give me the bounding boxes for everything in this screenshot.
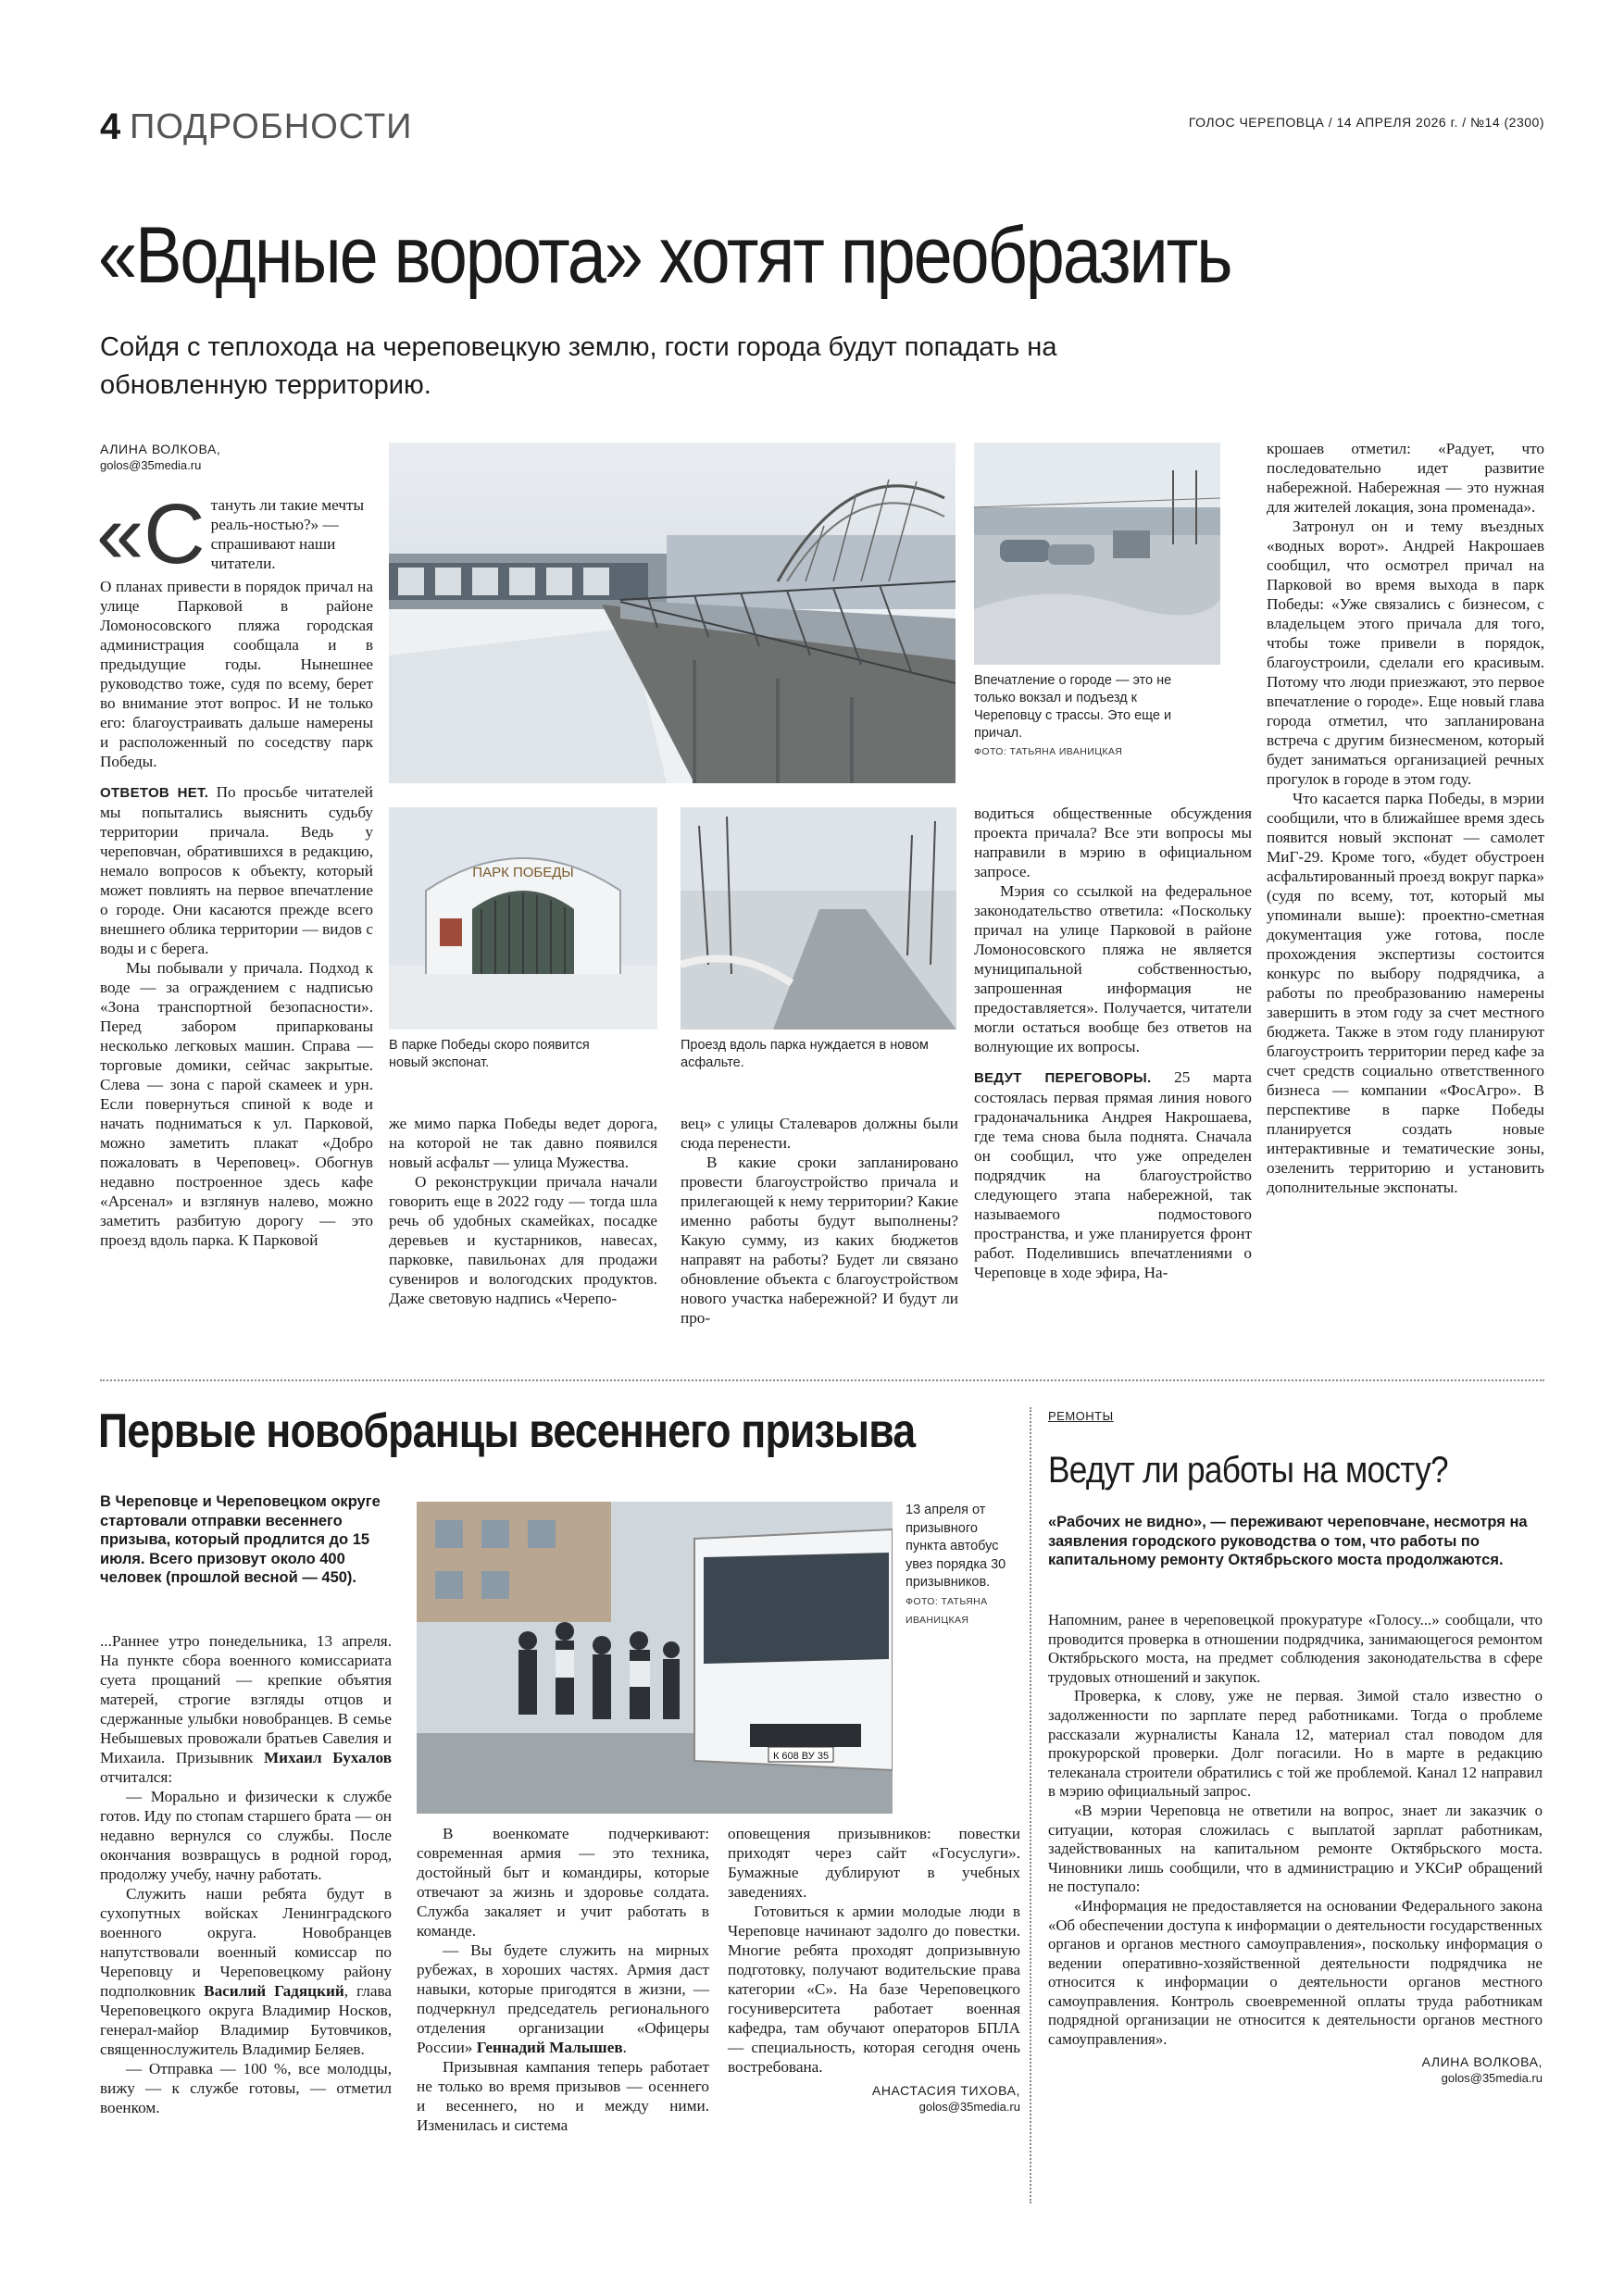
paragraph <box>100 1884 392 2059</box>
paragraph: — Морально и физически к службе готов. Иду по стопам старшего брата — он недавно вернулся со службы. После окончания возвращусь в родной город, продолжу учебу, начну работать. <box>100 1788 392 1883</box>
paragraph: В какие сроки запланировано провести благоустройство причала и прилегающей к нему территории? Какие именно работы будут выполнены? Какую сумму, из каких бюджетов направят на работы? Будет ли связано обновление объекта с благоустройством нового участка набережной? И будут ли про- <box>681 1154 958 1327</box>
paragraph-text: отчитался: <box>100 1768 173 1786</box>
paragraph: Что касается парка Победы, в мэрии сообщили, что в ближайшее время здесь появится новый экспонат — самолет МиГ-29. Кроме того, «будет обустроен асфальтированный проезд вокруг парка» (судя по всему, тот, который мы упоминали выше): проектно-сметная документация уже готова, после прохождения экспертизы состоится конкурс по выбору подрядчика, а работы по преобразованию намерены завершить в этом году за счет местного бюджета. Также в этом году планируют благоустроить территории перед кафе за счет средств социально ответственного бизнеса — компании «ФосАгро». В перспективе в парке Победы планируется создать новые интерактивные и тематические зоны, озеленить территорию и установить дополнительные экспонаты. <box>1267 790 1544 1196</box>
paragraph: Затронул он и тему въездных «водных ворот». Андрей Накрошаев сообщил, что осмотрел причал на Парковой во время выхода в парк Победы: «Уже связались с бизнесом, с владельцем этого причала для того, чтобы тоже привели в порядок, благоустроили, сделали его красивым. Потому что люди приезжают, это первое впечатление о городе». Еще новый глава города отметил, что запланирована встреча с другим бизнесменом, который будет заниматься организацией речных прогулок в городе в этом году. <box>1267 518 1544 788</box>
photo-credit: ФОТО: ТАТЬЯНА ИВАНИЦКАЯ <box>906 1595 988 1626</box>
article2-column-3 <box>728 1824 1020 2115</box>
article-lead-bridge: «Рабочих не видно», — переживают череповчане, несмотря на заявления городского руководства о том, что работы по капитальному ремонту Октябрьского моста продолжаются. <box>1048 1514 1528 1568</box>
paragraph: Напомним, ранее в череповецкой прокуратуре «Голосу...» сообщали, что проводится проверка в отношении подрядчика, занимающегося ремонтом Октябрьского моста, на предмет соблюдения законодательства в сфере трудовых отношений и закупок. <box>1048 1611 1543 1686</box>
author-block <box>1048 2053 1543 2087</box>
paragraph <box>974 1067 1252 1282</box>
article-column-1 <box>96 487 373 1250</box>
article-title: «Водные ворота» хотят преобразить <box>98 211 1231 300</box>
paragraph-text: 25 марта состоялась первая прямая линия нового градоначальника Андрея Накрошаева, где тема снова была поднята. Сначала он сообщил, что уже определен подрядчик на благоустройство следующего этапа набережной, так называемого подмостового пространства, и уже планируется фронт работ. Поделившись впечатлениями о Череповце в ходе эфира, На- <box>974 1068 1252 1281</box>
author-name: АЛИНА ВОЛКОВА, <box>100 442 221 456</box>
article3-body <box>1048 1611 1543 2087</box>
paragraph: «Информация не предоставляется на основании Федерального закона «Об обеспечении доступа к информации о деятельности государственных органов и органов местного самоуправления», поскольку информация о ведении оперативно-хозяйственной деятельности подрядчика не относится к информации о деятельности органов местного самоуправления. Контроль своевременной оплаты труда работникам подрядной организации не относится к деятельности органов местного самоуправления». <box>1048 1896 1543 2049</box>
paragraph: Проверка, к слову, уже не первая. Зимой стало известно о задолженности по зарплате перед работниками. Тогда о проблеме рассказали журналисты Канала 12, материал стал поводом для прокурорской проверки. Долг погасили. Но в марте в редакцию телеканала строители обратились с той же проблемой. Канал 12 направил в мэрию официальный запрос. <box>1048 1687 1543 1801</box>
photo-pier <box>389 443 956 783</box>
article2-column-2 <box>417 1824 709 2135</box>
photo-pier-parking <box>974 443 1220 665</box>
paragraph: «В мэрии Череповца не ответили на вопрос, знает ли заказчик о ситуации, которая сложилась с выплатой зарплат работникам, задействованных на капитальном ремонте Октябрьского моста. Чиновники лишь сообщили, что в администрацию и УКСиР обращений не поступало: <box>1048 1801 1543 1896</box>
article-column-5 <box>1267 439 1544 1197</box>
author-email: golos@35media.ru <box>1441 2070 1543 2085</box>
paragraph: Готовиться к армии молодые люди в Череповце начинают задолго до повестки. Многие ребята проходят допризывную подготовку, получают водительские права категории «С». На базе Череповецкого госуниверситета работает военная кафедра, там обучают операторов БПЛА — специальность, которая сегодня очень востребована. <box>728 1903 1020 2076</box>
edition-info: ГОЛОС ЧЕРЕПОВЦА / 14 АПРЕЛЯ 2026 г. / №14 (2300) <box>1188 115 1544 130</box>
paragraph-text: Служить наши ребята будут в сухопутных войсках Ленинградского военного округа. Новобранцев напутствовали военный комиссар по Череповцу и Череповецкому району подполковник <box>100 1885 392 2000</box>
park-sign-text: ПАРК ПОБЕДЫ <box>472 865 574 880</box>
article-column-4 <box>974 804 1252 1282</box>
paragraph <box>100 1631 392 1787</box>
paragraph: Мэрия со ссылкой на федеральное законодательство ответила: «Поскольку причал на улице Парковой в районе Ломоносовского пляжа не является муниципальной собственностью, запрошенная информация не предоставляется». Получается, читатели могли остаться вообще без ответов на волнующие их вопросы. <box>974 882 1252 1055</box>
paragraph: Призывная кампания теперь работает не только во время призывов — осеннего и весеннего, но и между ними. Изменилась и система <box>417 2058 709 2134</box>
paragraph: же мимо парка Победы ведет дорога, на которой не так давно появился новый асфальт — улица Мужества. <box>389 1115 657 1171</box>
drop-cap: «С <box>96 487 206 581</box>
caption-park: В парке Победы скоро появится новый экспонат. <box>389 1038 590 1070</box>
photo-credit: ФОТО: ТАТЬЯНА ИВАНИЦКАЯ <box>974 746 1123 757</box>
subheading: ОТВЕТОВ НЕТ. <box>100 785 209 801</box>
photo-park-gate <box>389 807 657 1029</box>
caption-pier <box>974 672 1196 761</box>
intro-quote: тануть ли такие мечты реаль-ностью?» — спрашивают наши читатели. <box>210 496 365 572</box>
photo-road <box>681 807 956 1029</box>
caption-road: Проезд вдоль парка нуждается в новом асфальте. <box>681 1038 929 1070</box>
paragraph <box>100 782 373 958</box>
paragraph: О реконструкции причала начали говорить еще в 2022 году — тогда шла речь об удобных скамейках, посадке деревьев и кустарников, навесах, парковке, павильонах для продажи сувениров и вологодских продуктов. Даже световую надпись «Черепо- <box>389 1173 657 1307</box>
article-subtitle: Сойдя с теплохода на череповецкую землю, гости города будут попадать на обновленную территорию. <box>100 332 1057 400</box>
article2-column-1 <box>100 1631 392 2117</box>
section-divider <box>100 1379 1544 1381</box>
author-email: golos@35media.ru <box>100 458 202 472</box>
paragraph-text: По просьбе читателей мы попытались выяснить судьбу территории причала. Ведь у череповчан, обратившихся в редакцию, немало вопросов к объекту, который может повлиять на первое впечатление о городе. Они касаются прежде всего внешнего облика территории — видов с воды и с берега. <box>100 783 373 957</box>
author-email: golos@35media.ru <box>918 2100 1020 2114</box>
column-divider <box>1030 1407 1031 2203</box>
section-name: ПОДРОБНОСТИ <box>130 107 413 146</box>
paragraph: — Отправка — 100 %, все молодцы, вижу — к службе готовы, — отметил военком. <box>100 2060 392 2116</box>
paragraph <box>417 1940 709 2057</box>
paragraph-text: , глава Череповецкого округа Владимир Носков, генерал-майор Владимир Бутовчиков, священнослужитель Владимир Беляев. <box>100 1982 392 2058</box>
article-column-3 <box>681 1114 958 1328</box>
paragraph: вец» с улицы Сталеваров должны были сюда перенести. <box>681 1115 958 1152</box>
subheading: ВЕДУТ ПЕРЕГОВОРЫ. <box>974 1070 1152 1086</box>
paragraph-text: . <box>622 2039 627 2056</box>
person-name: Михаил Бухалов <box>263 1749 392 1766</box>
caption-text: 13 апреля от призывного пункта автобус увез порядка 30 призывников. <box>906 1503 1006 1590</box>
article-lead-conscription: В Череповце и Череповецком округе стартовали отправки весеннего призыва, который продлится до 15 июля. Всего призовут около 400 человек (прошлой весной — 450). <box>100 1493 381 1586</box>
paragraph: В военкомате подчеркивают: современная армия — это техника, достойный быт и командиры, которые отвечают за жизнь и здоровье солдата. Служба закаляет и учит работать в команде. <box>417 1825 709 1940</box>
person-name: Василий Гадяцкий <box>204 1982 344 2000</box>
caption-conscripts <box>906 1502 1017 1630</box>
page-header <box>100 104 1544 150</box>
paragraph: Мы побывали у причала. Подход к воде — за ограждением с надписью «Зона транспортной безопасности». Перед забором припаркованы несколько легковых машин. Справа — торговые домики, сейчас закрытые. Слева — зона с парой скамеек и урн. Если повернуться спиной к воде и начать подниматься к ул. Парковой, можно заметить плакат «Добро пожаловать в Череповец». Обогнув недавно построенное здесь кафе «Арсенал» и взглянув налево, можно заметить разбитую дорогу — это проезд вдоль парка. К Парковой <box>100 959 373 1249</box>
photo-conscripts-bus <box>417 1502 893 1814</box>
author-name: АЛИНА ВОЛКОВА, <box>1421 2053 1543 2069</box>
page-number: 4 <box>100 106 121 147</box>
paragraph: крошаев отметил: «Радует, что последовательно идет развитие набережной. Набережная — это нужная для жителей локация, зона променада». <box>1267 440 1544 516</box>
author-block <box>728 2082 1020 2115</box>
article-title-conscription: Первые новобранцы весеннего призыва <box>98 1404 916 1458</box>
caption-text: Впечатление о городе — это не только вокзал и подъезд к Череповцу с трассы. Это еще и причал. <box>974 673 1172 741</box>
paragraph: водиться общественные обсуждения проекта причала? Все эти вопросы мы направили в мэрию в официальном запросе. <box>974 805 1252 880</box>
person-name: Геннадий Малышев <box>476 2039 623 2056</box>
author-block <box>100 441 359 474</box>
paragraph: оповещения призывников: повестки приходят через сайт «Госуслуги». Бумажные дублируют в учебных заведениях. <box>728 1825 1020 1901</box>
paragraph: О планах привести в порядок причал на улице Парковой в районе Ломоносовского пляжа городская администрация сообщала и в предыдущие годы. Нынешнее руководство тоже, судя по всему, берет во внимание этот вопрос. И не только его: благоустраивать дальше намерены и расположенный по соседству парк Победы. <box>100 578 373 770</box>
rubric-label: РЕМОНТЫ <box>1048 1409 1114 1423</box>
article-title-bridge: Ведут ли работы на мосту? <box>1048 1450 1448 1491</box>
bus-plate-text: К 608 ВУ 35 <box>772 1751 830 1762</box>
article-column-2 <box>389 1114 657 1308</box>
paragraph-text: ...Раннее утро понедельника, 13 апреля. На пункте сбора военного комиссариата суета прощаний — крепкие объятия матерей, строгие взгляды отцов и сдержанные улыбки новобранцев. В семье Небышевых провожали братьев Савелия и Михаила. Призывник <box>100 1632 392 1766</box>
paragraph-text: — Вы будете служить на мирных рубежах, в хороших частях. Армия даст навыки, которые пригодятся в жизни, — подчеркнул председатель регионального отделения организации «Офицеры России» <box>417 1941 709 2056</box>
author-name: АНАСТАСИЯ ТИХОВА, <box>871 2083 1020 2098</box>
